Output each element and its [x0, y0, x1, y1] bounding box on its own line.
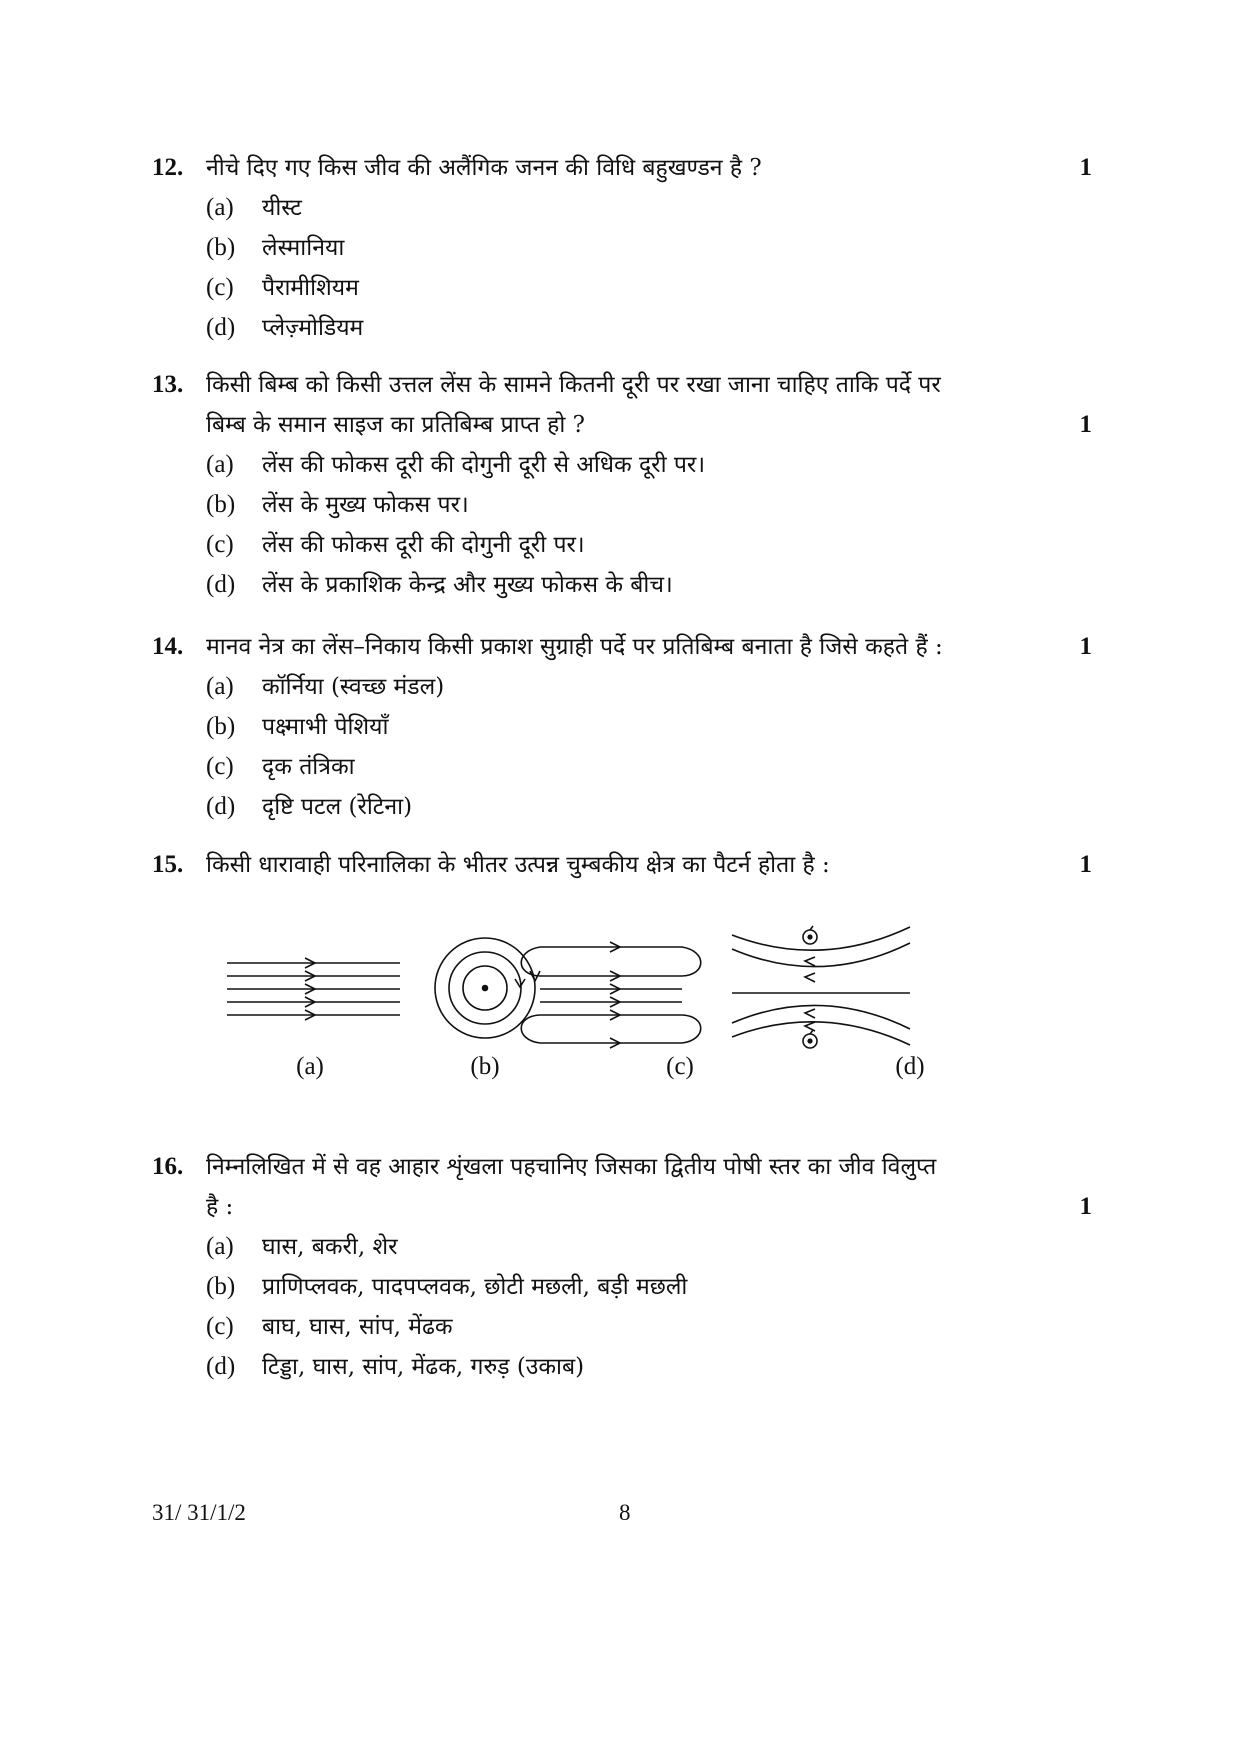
option-label: (d) [206, 793, 236, 820]
option-text: प्लेज़्मोडियम [262, 315, 364, 341]
question-text: है : [206, 1194, 234, 1220]
option-text: पक्ष्माभी पेशियाँ [262, 714, 389, 740]
option-d [206, 308, 1092, 348]
question-number: 14. [152, 633, 184, 660]
question-text: निम्नलिखित में से वह आहार शृंखला पहचानिए जिसका द्वितीय पोषी स्तर का जीव विलुप्त [206, 1154, 937, 1180]
question-text: बिम्ब के समान साइज का प्रतिबिम्ब प्राप्त हो ? [206, 412, 585, 438]
option-text: बाघ, घास, सांप, मेंढक [262, 1314, 453, 1340]
question-line [152, 1147, 1092, 1187]
question-number: 13. [152, 371, 184, 398]
diagram-a [227, 958, 400, 1020]
option-label: (b) [206, 713, 236, 740]
option-label: (b) [206, 491, 236, 518]
option-text: लेंस के प्रकाशिक केन्द्र और मुख्य फोकस के बीच। [262, 572, 673, 598]
option-text: लेंस की फोकस दूरी की दोगुनी दूरी पर। [262, 532, 585, 558]
option-label: (c) [206, 1313, 234, 1340]
field-diagrams [210, 905, 1030, 1055]
diagram-b [435, 938, 540, 1038]
question-number: 16. [152, 1153, 184, 1180]
option-list [206, 445, 1092, 605]
question-marks: 1 [1079, 411, 1092, 438]
magnetic-field-figure [210, 905, 1030, 1085]
option-label: (a) [206, 451, 234, 478]
question-15 [152, 845, 1092, 885]
option-c [206, 525, 1092, 565]
option-list [206, 667, 1092, 827]
option-label: (a) [206, 194, 234, 221]
page-number: 8 [619, 1500, 631, 1525]
option-text: प्राणिप्लवक, पादपप्लवक, छोटी मछली, बड़ी मछली [262, 1274, 688, 1300]
question-marks: 1 [1079, 1193, 1092, 1220]
option-list [206, 188, 1092, 348]
question-line [152, 365, 1092, 405]
option-label: (c) [206, 274, 234, 301]
option-text: टिड्डा, घास, सांप, मेंढक, गरुड़ (उकाब) [262, 1354, 585, 1380]
option-a [206, 188, 1092, 228]
question-text: किसी धारावाही परिनालिका के भीतर उत्पन्न चुम्बकीय क्षेत्र का पैटर्न होता है : [206, 852, 830, 878]
question-12 [152, 148, 1092, 348]
question-line [152, 148, 1092, 188]
option-label: (d) [206, 571, 236, 598]
option-label: (b) [206, 1273, 236, 1300]
figure-label-b: (b) [470, 1053, 500, 1080]
question-16 [152, 1147, 1092, 1387]
option-a [206, 667, 1092, 707]
option-b [206, 485, 1092, 525]
option-label: (d) [206, 314, 236, 341]
figure-label-c: (c) [666, 1053, 694, 1080]
option-text: घास, बकरी, शेर [262, 1234, 398, 1260]
question-text: मानव नेत्र का लेंस–निकाय किसी प्रकाश सुग्राही पर्दे पर प्रतिबिम्ब बनाता है जिसे कहते हैं : [206, 634, 943, 660]
option-text: दृक तंत्रिका [262, 754, 355, 780]
option-label: (c) [206, 531, 234, 558]
option-label: (b) [206, 234, 236, 261]
option-text: लेंस की फोकस दूरी की दोगुनी दूरी से अधिक दूरी पर। [262, 452, 706, 478]
question-text: किसी बिम्ब को किसी उत्तल लेंस के सामने कितनी दूरी पर रखा जाना चाहिए ताकि पर्दे पर [206, 372, 941, 398]
question-line [152, 1187, 1092, 1227]
option-b [206, 707, 1092, 747]
question-marks: 1 [1079, 154, 1092, 181]
paper-code: 31/ 31/1/2 [152, 1500, 246, 1525]
question-text: नीचे दिए गए किस जीव की अलैंगिक जनन की विधि बहुखण्डन है ? [206, 155, 762, 181]
option-text: दृष्टि पटल (रेटिना) [262, 794, 413, 820]
option-a [206, 445, 1092, 485]
option-label: (a) [206, 673, 234, 700]
option-b [206, 1267, 1092, 1307]
question-number: 15. [152, 851, 184, 878]
option-text: यीस्ट [262, 195, 302, 221]
option-d [206, 787, 1092, 827]
question-marks: 1 [1079, 851, 1092, 878]
question-13 [152, 365, 1092, 605]
option-b [206, 228, 1092, 268]
option-d [206, 1347, 1092, 1387]
figure-label-d: (d) [895, 1053, 925, 1080]
option-c [206, 747, 1092, 787]
option-d [206, 565, 1092, 605]
option-c [206, 268, 1092, 308]
option-a [206, 1227, 1092, 1267]
question-14 [152, 627, 1092, 827]
option-text: लेस्मानिया [262, 235, 345, 261]
option-label: (c) [206, 753, 234, 780]
question-number: 12. [152, 154, 184, 181]
option-c [206, 1307, 1092, 1347]
question-line [152, 405, 1092, 445]
option-label: (d) [206, 1353, 236, 1380]
figure-label-a: (a) [296, 1053, 324, 1080]
option-text: कॉर्निया (स्वच्छ मंडल) [262, 674, 445, 700]
option-text: पैरामीशियम [262, 275, 359, 301]
option-list [206, 1227, 1092, 1387]
option-label: (a) [206, 1233, 234, 1260]
diagram-d [732, 926, 910, 1048]
question-line [152, 845, 1092, 885]
option-text: लेंस के मुख्य फोकस पर। [262, 492, 469, 518]
diagram-c [521, 942, 701, 1048]
question-line [152, 627, 1092, 667]
question-marks: 1 [1079, 633, 1092, 660]
